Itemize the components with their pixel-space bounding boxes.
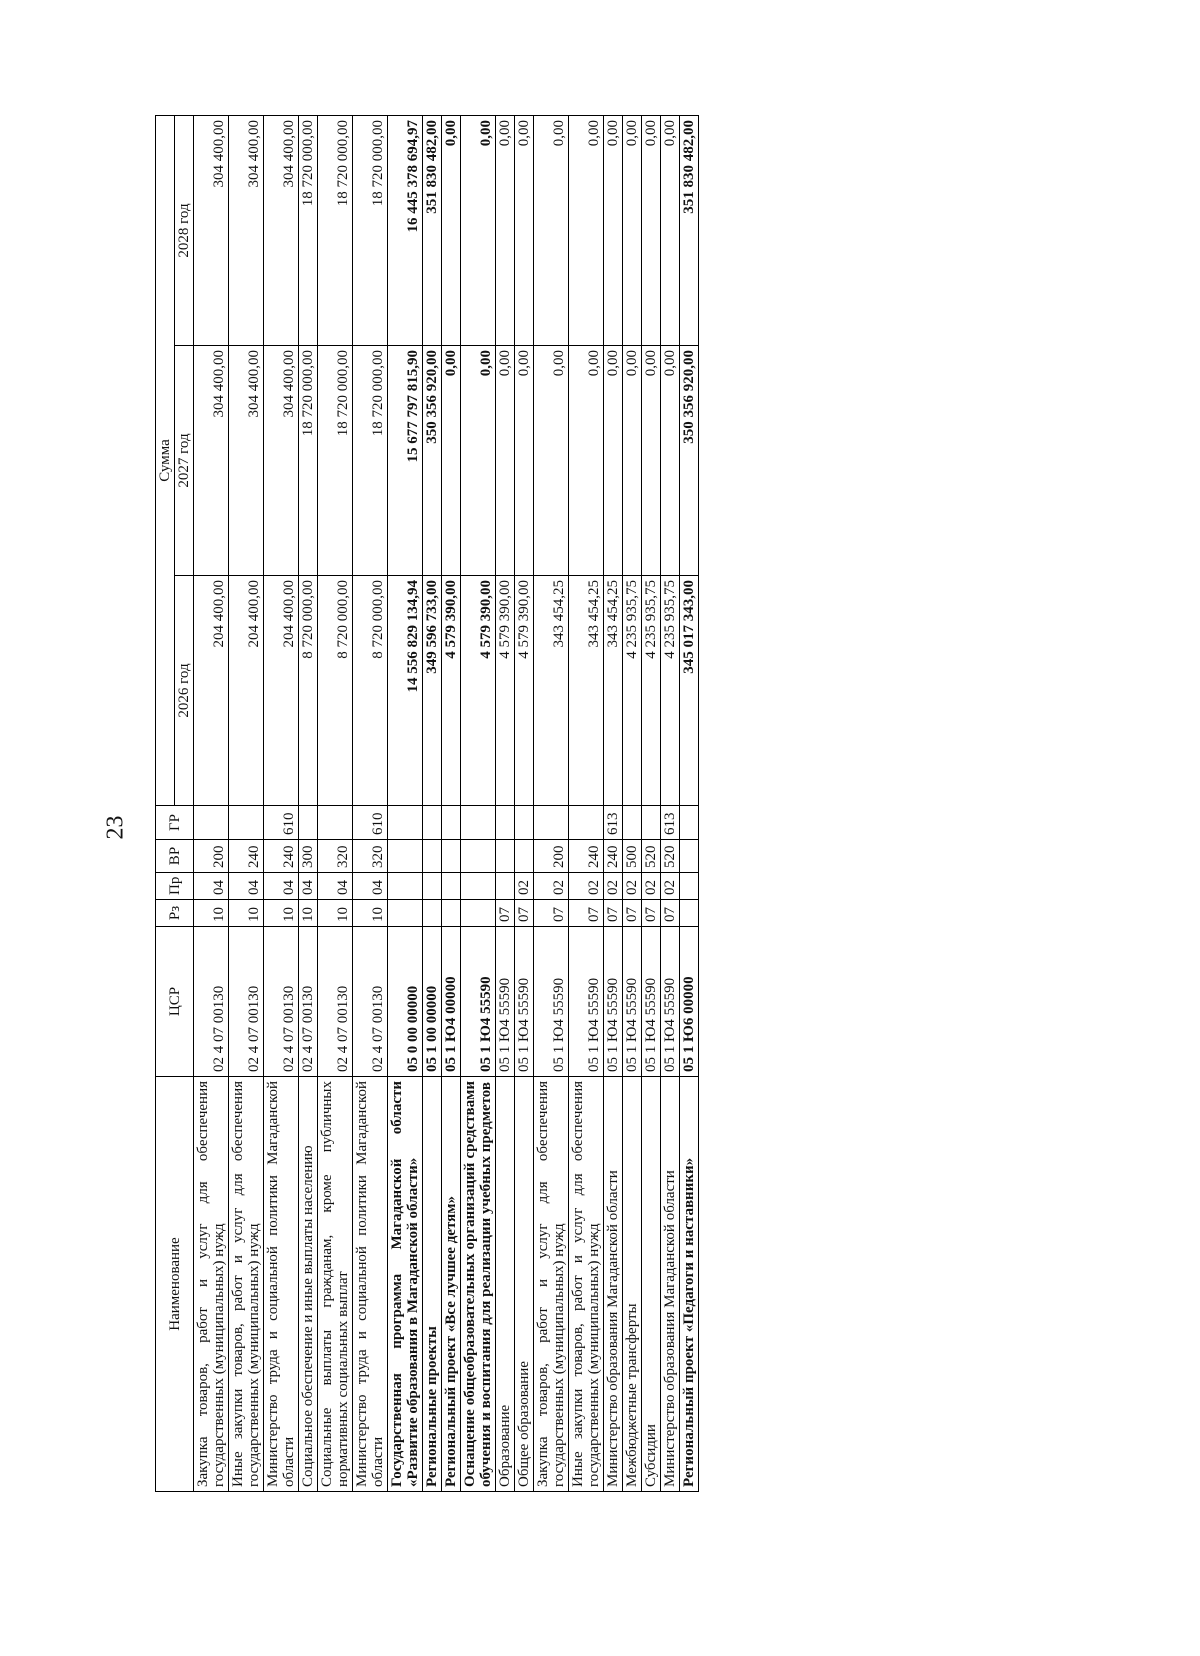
cell-2026: 4 235 935,75	[623, 576, 642, 806]
cell-2028: 0,00	[534, 115, 569, 345]
cell-rz: 10	[318, 900, 353, 927]
cell-name: Межбюджетные трансферты	[623, 1077, 642, 1492]
cell-2028: 0,00	[642, 115, 661, 345]
cell-rz: 07	[604, 900, 623, 927]
cell-rz: 07	[569, 900, 604, 927]
cell-csr: 02 4 07 00130	[318, 927, 353, 1077]
cell-name: Оснащение общеобразовательных организаций средствами обучения и воспитания для реализации учебных предметов	[461, 1077, 496, 1492]
cell-2027: 0,00	[442, 346, 461, 576]
cell-vr	[442, 840, 461, 873]
cell-2028: 18 720 000,00	[353, 115, 388, 345]
table-row	[318, 115, 353, 1491]
cell-rz	[388, 900, 423, 927]
cell-vr: 320	[318, 840, 353, 873]
cell-pr	[461, 873, 496, 900]
cell-name: Общее образование	[515, 1077, 534, 1492]
cell-gr	[623, 806, 642, 840]
cell-gr	[461, 806, 496, 840]
cell-pr: 02	[661, 873, 680, 900]
cell-csr: 02 4 07 00130	[229, 927, 264, 1077]
table-row	[353, 115, 388, 1491]
table-row	[442, 115, 461, 1491]
table-row	[569, 115, 604, 1491]
cell-vr	[461, 840, 496, 873]
cell-2027: 350 356 920,00	[423, 346, 442, 576]
cell-2028: 0,00	[661, 115, 680, 345]
cell-2027: 350 356 920,00	[680, 346, 699, 576]
cell-gr	[194, 806, 229, 840]
cell-vr: 520	[642, 840, 661, 873]
cell-vr	[515, 840, 534, 873]
cell-csr: 05 1 Ю4 55590	[496, 927, 515, 1077]
cell-pr: 04	[318, 873, 353, 900]
cell-2028: 0,00	[604, 115, 623, 345]
cell-rz: 07	[515, 900, 534, 927]
cell-csr: 05 1 Ю6 00000	[680, 927, 699, 1077]
cell-2027: 0,00	[604, 346, 623, 576]
cell-2026: 204 400,00	[229, 576, 264, 806]
cell-2026: 8 720 000,00	[318, 576, 353, 806]
header-gr: ГР	[156, 806, 194, 840]
cell-rz: 10	[353, 900, 388, 927]
cell-2027: 304 400,00	[194, 346, 229, 576]
cell-2027: 0,00	[515, 346, 534, 576]
cell-gr	[442, 806, 461, 840]
header-year-2028: 2028 год	[175, 115, 194, 345]
cell-pr: 02	[623, 873, 642, 900]
cell-2027: 0,00	[461, 346, 496, 576]
cell-2028: 351 830 482,00	[423, 115, 442, 345]
cell-2028: 16 445 378 694,97	[388, 115, 423, 345]
cell-2027: 0,00	[569, 346, 604, 576]
cell-2026: 204 400,00	[194, 576, 229, 806]
cell-pr	[496, 873, 515, 900]
table-row	[496, 115, 515, 1491]
cell-2026: 4 579 390,00	[515, 576, 534, 806]
cell-rz: 07	[661, 900, 680, 927]
cell-rz: 07	[496, 900, 515, 927]
cell-2026: 343 454,25	[569, 576, 604, 806]
cell-csr: 05 1 Ю4 00000	[442, 927, 461, 1077]
header-sum: Сумма	[156, 115, 175, 805]
header-year-2026: 2026 год	[175, 576, 194, 806]
cell-gr	[496, 806, 515, 840]
cell-csr: 02 4 07 00130	[194, 927, 229, 1077]
cell-2027: 304 400,00	[229, 346, 264, 576]
cell-2028: 0,00	[569, 115, 604, 345]
cell-name: Иные закупки товаров, работ и услуг для обеспечения государственных (муниципальных) нужд	[229, 1077, 264, 1492]
cell-2027: 0,00	[661, 346, 680, 576]
cell-csr: 02 4 07 00130	[264, 927, 299, 1077]
cell-2028: 0,00	[461, 115, 496, 345]
cell-2026: 8 720 000,00	[299, 576, 318, 806]
cell-rz: 10	[194, 900, 229, 927]
cell-gr	[229, 806, 264, 840]
cell-vr	[496, 840, 515, 873]
cell-name: Министерство образования Магаданской области	[661, 1077, 680, 1492]
cell-2026: 8 720 000,00	[353, 576, 388, 806]
cell-2028: 0,00	[496, 115, 515, 345]
cell-rz	[461, 900, 496, 927]
cell-2028: 18 720 000,00	[299, 115, 318, 345]
cell-rz: 07	[642, 900, 661, 927]
cell-2026: 4 579 390,00	[461, 576, 496, 806]
table-row	[534, 115, 569, 1491]
header-csr: ЦСР	[156, 927, 194, 1077]
cell-2026: 4 235 935,75	[661, 576, 680, 806]
cell-gr	[534, 806, 569, 840]
cell-2026: 4 579 390,00	[496, 576, 515, 806]
cell-csr: 05 1 Ю4 55590	[461, 927, 496, 1077]
cell-2027: 0,00	[496, 346, 515, 576]
cell-pr	[680, 873, 699, 900]
header-pr: Пр	[156, 873, 194, 900]
cell-2028: 0,00	[442, 115, 461, 345]
table-row	[194, 115, 229, 1491]
cell-2026: 343 454,25	[534, 576, 569, 806]
cell-2026: 4 579 390,00	[442, 576, 461, 806]
cell-name: Социальные выплаты гражданам, кроме публичных нормативных социальных выплат	[318, 1077, 353, 1492]
cell-gr	[515, 806, 534, 840]
header-year-2027: 2027 год	[175, 346, 194, 576]
cell-vr: 200	[194, 840, 229, 873]
table-row	[229, 115, 264, 1491]
table-row	[388, 115, 423, 1491]
cell-vr: 500	[623, 840, 642, 873]
cell-vr	[423, 840, 442, 873]
header-rz: Рз	[156, 900, 194, 927]
cell-name: Иные закупки товаров, работ и услуг для обеспечения государственных (муниципальных) нужд	[569, 1077, 604, 1492]
cell-csr: 05 1 Ю4 55590	[642, 927, 661, 1077]
cell-2027: 18 720 000,00	[353, 346, 388, 576]
cell-gr	[299, 806, 318, 840]
cell-2026: 4 235 935,75	[642, 576, 661, 806]
cell-vr	[680, 840, 699, 873]
budget-table	[155, 115, 699, 1492]
cell-pr: 04	[264, 873, 299, 900]
cell-name: Государственная программа Магаданской области «Развитие образования в Магаданской области»	[388, 1077, 423, 1492]
cell-csr: 05 0 00 00000	[388, 927, 423, 1077]
cell-2028: 0,00	[623, 115, 642, 345]
table-row	[515, 115, 534, 1491]
cell-2027: 0,00	[642, 346, 661, 576]
cell-2027: 304 400,00	[264, 346, 299, 576]
cell-2026: 349 596 733,00	[423, 576, 442, 806]
cell-name: Региональный проект «Все лучшее детям»	[442, 1077, 461, 1492]
cell-name: Министерство труда и социальной политики Магаданской области	[353, 1077, 388, 1492]
cell-2027: 18 720 000,00	[299, 346, 318, 576]
cell-gr	[569, 806, 604, 840]
cell-rz: 10	[229, 900, 264, 927]
cell-pr: 04	[353, 873, 388, 900]
cell-pr: 02	[515, 873, 534, 900]
table-row	[642, 115, 661, 1491]
cell-csr: 05 1 Ю4 55590	[515, 927, 534, 1077]
cell-csr: 05 1 Ю4 55590	[569, 927, 604, 1077]
cell-pr: 04	[229, 873, 264, 900]
cell-csr: 02 4 07 00130	[299, 927, 318, 1077]
cell-rz	[423, 900, 442, 927]
cell-vr: 320	[353, 840, 388, 873]
cell-rz: 10	[264, 900, 299, 927]
budget-table-container	[155, 117, 993, 1492]
cell-pr	[423, 873, 442, 900]
cell-vr: 240	[229, 840, 264, 873]
cell-2026: 343 454,25	[604, 576, 623, 806]
cell-csr: 05 1 00 00000	[423, 927, 442, 1077]
cell-2028: 0,00	[515, 115, 534, 345]
cell-rz	[442, 900, 461, 927]
cell-rz	[680, 900, 699, 927]
cell-vr: 520	[661, 840, 680, 873]
cell-csr: 05 1 Ю4 55590	[534, 927, 569, 1077]
cell-pr	[388, 873, 423, 900]
cell-2028: 18 720 000,00	[318, 115, 353, 345]
cell-name: Министерство образования Магаданской области	[604, 1077, 623, 1492]
cell-2028: 351 830 482,00	[680, 115, 699, 345]
cell-2027: 0,00	[623, 346, 642, 576]
cell-csr: 05 1 Ю4 55590	[604, 927, 623, 1077]
cell-rz: 07	[623, 900, 642, 927]
cell-gr: 610	[264, 806, 299, 840]
cell-2026: 345 017 343,00	[680, 576, 699, 806]
cell-2028: 304 400,00	[194, 115, 229, 345]
table-row	[423, 115, 442, 1491]
header-name: Наименование	[156, 1077, 194, 1492]
cell-name: Региональный проект «Педагоги и наставники»	[680, 1077, 699, 1492]
cell-vr: 200	[534, 840, 569, 873]
cell-csr: 02 4 07 00130	[353, 927, 388, 1077]
cell-gr	[680, 806, 699, 840]
cell-2026: 14 556 829 134,94	[388, 576, 423, 806]
cell-pr: 02	[534, 873, 569, 900]
table-row	[661, 115, 680, 1491]
cell-pr: 02	[604, 873, 623, 900]
cell-name: Закупка товаров, работ и услуг для обеспечения государственных (муниципальных) нужд	[194, 1077, 229, 1492]
page-number: 23	[102, 815, 129, 840]
cell-gr: 613	[604, 806, 623, 840]
cell-2027: 0,00	[534, 346, 569, 576]
table-row	[461, 115, 496, 1491]
cell-vr: 240	[569, 840, 604, 873]
header-vr: ВР	[156, 840, 194, 873]
cell-rz: 07	[534, 900, 569, 927]
cell-pr: 04	[299, 873, 318, 900]
table-row	[623, 115, 642, 1491]
cell-2028: 304 400,00	[264, 115, 299, 345]
header-row	[156, 115, 175, 1491]
cell-name: Социальное обеспечение и иные выплаты населению	[299, 1077, 318, 1492]
cell-vr: 300	[299, 840, 318, 873]
cell-pr: 02	[642, 873, 661, 900]
cell-vr: 240	[264, 840, 299, 873]
cell-vr: 240	[604, 840, 623, 873]
cell-2027: 18 720 000,00	[318, 346, 353, 576]
cell-gr	[388, 806, 423, 840]
cell-vr	[388, 840, 423, 873]
cell-pr: 02	[569, 873, 604, 900]
table-row	[604, 115, 623, 1491]
cell-csr: 05 1 Ю4 55590	[661, 927, 680, 1077]
cell-2026: 204 400,00	[264, 576, 299, 806]
cell-name: Региональные проекты	[423, 1077, 442, 1492]
cell-2027: 15 677 797 815,90	[388, 346, 423, 576]
cell-csr: 05 1 Ю4 55590	[623, 927, 642, 1077]
table-body	[194, 115, 699, 1491]
cell-name: Министерство труда и социальной политики Магаданской области	[264, 1077, 299, 1492]
table-row	[264, 115, 299, 1491]
cell-gr: 613	[661, 806, 680, 840]
cell-pr: 04	[194, 873, 229, 900]
cell-gr: 610	[353, 806, 388, 840]
cell-name: Закупка товаров, работ и услуг для обеспечения государственных (муниципальных) нужд	[534, 1077, 569, 1492]
table-row	[680, 115, 699, 1491]
cell-2028: 304 400,00	[229, 115, 264, 345]
cell-gr	[642, 806, 661, 840]
cell-gr	[423, 806, 442, 840]
cell-name: Образование	[496, 1077, 515, 1492]
table-row	[299, 115, 318, 1491]
cell-rz: 10	[299, 900, 318, 927]
cell-gr	[318, 806, 353, 840]
cell-pr	[442, 873, 461, 900]
cell-name: Субсидии	[642, 1077, 661, 1492]
